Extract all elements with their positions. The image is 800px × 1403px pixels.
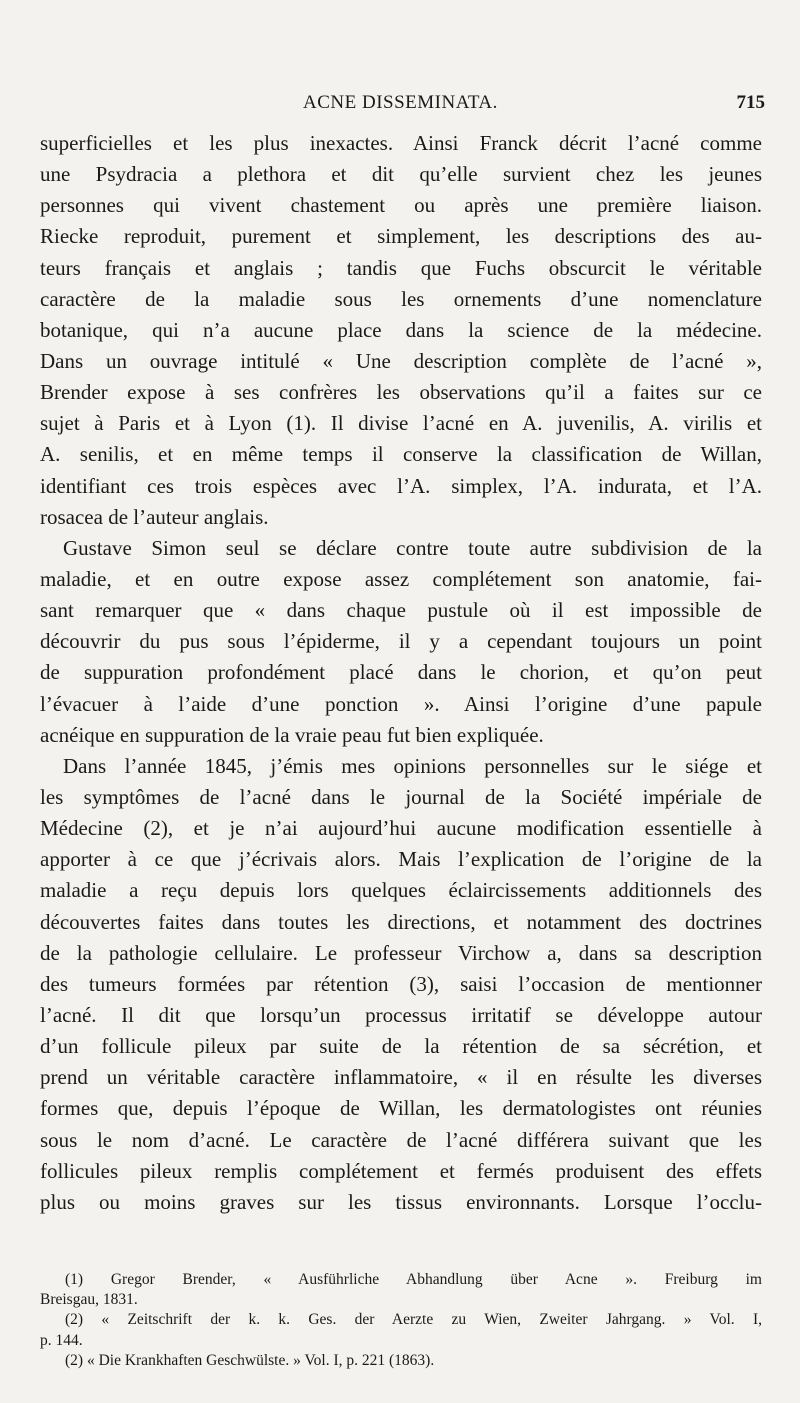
footnote-line: (1) Gregor Brender, « Ausführliche Abhandlung über Acne ». Freiburg im: [65, 1271, 762, 1288]
footnote-line: Breisgau, 1831.: [40, 1291, 138, 1309]
body-line: rosacea de l’auteur anglais.: [40, 504, 269, 529]
body-line: apporter à ce que j’écrivais alors. Mais l’explication de l’origine de la: [40, 847, 762, 872]
footnote-line: (2) « Die Krankhaften Geschwülste. » Vol. I, p. 221 (1863).: [65, 1351, 435, 1369]
body-line: l’évacuer à l’aide d’une ponction ». Ainsi l’origine d’une papule: [40, 691, 762, 716]
body-line: Gustave Simon seul se déclare contre toute autre subdivision de la: [63, 535, 762, 560]
body-line: Dans un ouvrage intitulé « Une description complète de l’acné »,: [40, 348, 762, 373]
body-line: superficielles et les plus inexactes. Ainsi Franck décrit l’acné comme: [40, 131, 762, 155]
body-line: maladie a reçu depuis lors quelques éclaircissements additionnels des: [40, 878, 762, 903]
running-head: ACNE DISSEMINATA.: [303, 92, 498, 113]
body-text: [40, 128, 762, 1218]
body-line: acnéique en suppuration de la vraie peau fut bien expliquée.: [40, 722, 544, 747]
body-line: caractère de la maladie sous les ornements d’une nomenclature: [40, 286, 762, 311]
body-line: identifiant ces trois espèces avec l’A. simplex, l’A. indurata, et l’A.: [40, 473, 762, 498]
body-line: follicules pileux remplis complétement et fermés produisent des effets: [40, 1158, 762, 1183]
body-line: plus ou moins graves sur les tissus environnants. Lorsque l’occlu-: [40, 1189, 762, 1214]
body-line: formes que, depuis l’époque de Willan, les dermatologistes ont réunies: [40, 1096, 762, 1121]
footnote-line: (2) « Zeitschrift der k. k. Ges. der Aerzte zu Wien, Zweiter Jahrgang. » Vol. I,: [65, 1311, 762, 1329]
body-line: prend un véritable caractère inflammatoire, « il en résulte les diverses: [40, 1065, 762, 1090]
body-line: Riecke reproduit, purement et simplement, les descriptions des au-: [40, 224, 762, 249]
footnote-line: p. 144.: [40, 1331, 83, 1349]
body-line: Brender expose à ses confrères les observations qu’il a faites sur ce: [40, 380, 762, 405]
body-line: A. senilis, et en même temps il conserve la classification de Willan,: [40, 442, 762, 467]
body-line: les symptômes de l’acné dans le journal de la Société impériale de: [40, 784, 762, 809]
body-line: découvrir du pus sous l’épiderme, il y a cependant toujours un point: [40, 629, 762, 654]
body-line: sant remarquer que « dans chaque pustule où il est impossible de: [40, 598, 762, 623]
body-line: botanique, qui n’a aucune place dans la science de la médecine.: [40, 317, 762, 342]
body-line: de suppuration profondément placé dans le chorion, et qu’on peut: [40, 660, 762, 685]
body-line: maladie, et en outre expose assez complétement son anatomie, fai-: [40, 566, 762, 591]
body-line: des tumeurs formées par rétention (3), saisi l’occasion de mentionner: [40, 971, 762, 996]
footnotes: [40, 1270, 762, 1371]
body-line: l’acné. Il dit que lorsqu’un processus irritatif se développe autour: [40, 1002, 762, 1027]
body-line: personnes qui vivent chastement ou après une première liaison.: [40, 193, 762, 218]
body-line: une Psydracia a plethora et dit qu’elle survient chez les jeunes: [40, 162, 762, 187]
body-line: de la pathologie cellulaire. Le professeur Virchow a, dans sa description: [40, 940, 762, 965]
body-line: sous le nom d’acné. Le caractère de l’acné différera suivant que les: [40, 1127, 762, 1152]
body-line: Médecine (2), et je n’ai aujourd’hui aucune modification essentielle à: [40, 816, 762, 841]
body-line: découvertes faites dans toutes les directions, et notamment des doctrines: [40, 909, 762, 934]
page-header: [40, 92, 765, 122]
page-number: 715: [736, 92, 765, 113]
body-line: sujet à Paris et à Lyon (1). Il divise l’acné en A. juvenilis, A. virilis et: [40, 411, 762, 436]
body-line: teurs français et anglais ; tandis que Fuchs obscurcit le véritable: [40, 255, 762, 280]
body-line: Dans l’année 1845, j’émis mes opinions personnelles sur le siége et: [63, 753, 762, 778]
body-line: d’un follicule pileux par suite de la rétention de sa sécrétion, et: [40, 1034, 762, 1059]
